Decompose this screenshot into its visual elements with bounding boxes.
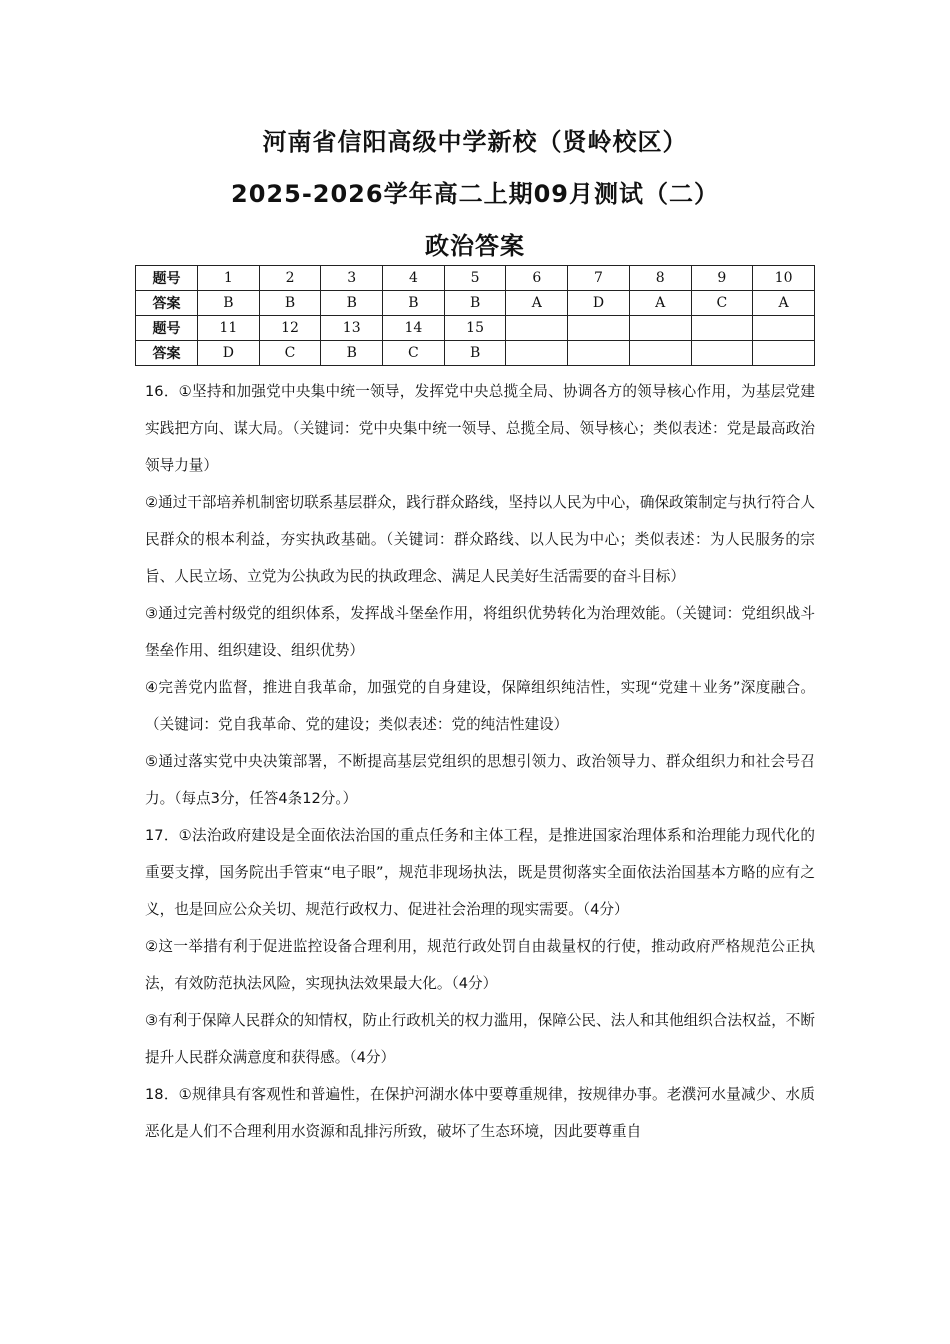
table-cell: B — [444, 291, 506, 316]
table-cell: B — [383, 291, 445, 316]
table-cell: 4 — [383, 266, 445, 291]
answer-paragraph: 17．①法治政府建设是全面依法治国的重点任务和主体工程，是推进国家治理体系和治理能力现代化的重要支撑，国务院出手管束“电子眼”，规范非现场执法，既是贯彻落实全面依法治国基本方略的应有之义，也是回应公众关切、规范行政权力、促进社会治理的现实需要。（4分） — [145, 827, 815, 918]
table-cell: 8 — [629, 266, 691, 291]
answer-paragraph: ③通过完善村级党的组织体系，发挥战斗堡垒作用，将组织优势转化为治理效能。（关键词：党组织战斗堡垒作用、组织建设、组织优势） — [145, 605, 815, 659]
table-row — [136, 316, 815, 341]
table-cell: B — [321, 291, 383, 316]
table-cell: 9 — [691, 266, 753, 291]
table-row — [136, 341, 815, 366]
table-cell: 5 — [444, 266, 506, 291]
table-cell: 1 — [198, 266, 260, 291]
table-cell: D — [198, 341, 260, 366]
table-cell: D — [568, 291, 630, 316]
row-label: 答案 — [136, 291, 198, 316]
table-cell — [629, 316, 691, 341]
table-cell: C — [383, 341, 445, 366]
table-cell: A — [506, 291, 568, 316]
table-cell — [506, 341, 568, 366]
table-cell: 12 — [259, 316, 321, 341]
table-cell: 13 — [321, 316, 383, 341]
table-cell — [753, 341, 815, 366]
table-cell: B — [198, 291, 260, 316]
table-cell — [629, 341, 691, 366]
table-cell: C — [259, 341, 321, 366]
table-cell: 10 — [753, 266, 815, 291]
answer-paragraph: 16．①坚持和加强党中央集中统一领导，发挥党中央总揽全局、协调各方的领导核心作用，为基层党建实践把方向、谋大局。（关键词：党中央集中统一领导、总揽全局、领导核心；类似表述：党是最高政治领导力量） — [145, 383, 815, 474]
row-label: 题号 — [136, 316, 198, 341]
table-cell — [568, 316, 630, 341]
row-label: 题号 — [136, 266, 198, 291]
table-cell: 14 — [383, 316, 445, 341]
table-cell: A — [753, 291, 815, 316]
answer-paragraph: ⑤通过落实党中央决策部署，不断提高基层党组织的思想引领力、政治领导力、群众组织力和社会号召力。（每点3分，任答4条12分。） — [145, 753, 815, 807]
answer-paragraph: ②这一举措有利于促进监控设备合理利用，规范行政处罚自由裁量权的行使，推动政府严格规范公正执法，有效防范执法风险，实现执法效果最大化。（4分） — [145, 938, 815, 992]
table-row — [136, 266, 815, 291]
table-cell: 11 — [198, 316, 260, 341]
table-cell — [506, 316, 568, 341]
answer-paragraph: 18．①规律具有客观性和普遍性，在保护河湖水体中要尊重规律，按规律办事。老濮河水量减少、水质恶化是人们不合理利用水资源和乱排污所致，破坏了生态环境，因此要尊重自 — [145, 1086, 815, 1140]
table-cell — [691, 341, 753, 366]
row-label: 答案 — [136, 341, 198, 366]
table-cell: B — [259, 291, 321, 316]
table-cell — [753, 316, 815, 341]
table-cell — [691, 316, 753, 341]
table-cell: 6 — [506, 266, 568, 291]
school-title: 河南省信阳高级中学新校（贤岭校区） — [262, 128, 688, 156]
exam-title: 2025-2026学年高二上期09月测试（二） — [231, 180, 719, 208]
table-row — [136, 291, 815, 316]
answer-table — [135, 265, 815, 366]
table-cell — [568, 341, 630, 366]
table-cell: B — [444, 341, 506, 366]
subject-title: 政治答案 — [425, 232, 525, 260]
table-cell: C — [691, 291, 753, 316]
table-cell: 2 — [259, 266, 321, 291]
answer-paragraph: ④完善党内监督，推进自我革命，加强党的自身建设，保障组织纯洁性，实现“党建＋业务”深度融合。（关键词：党自我革命、党的建设；类似表述：党的纯洁性建设） — [145, 679, 815, 733]
answer-paragraph: ③有利于保障人民群众的知情权，防止行政机关的权力滥用，保障公民、法人和其他组织合法权益，不断提升人民群众满意度和获得感。（4分） — [145, 1012, 815, 1066]
table-cell: A — [629, 291, 691, 316]
answer-explanations — [145, 373, 815, 1150]
table-cell: 15 — [444, 316, 506, 341]
table-cell: B — [321, 341, 383, 366]
table-cell: 7 — [568, 266, 630, 291]
answer-paragraph: ②通过干部培养机制密切联系基层群众，践行群众路线，坚持以人民为中心，确保政策制定与执行符合人民群众的根本利益，夯实执政基础。（关键词：群众路线、以人民为中心；类似表述：为人民服务的宗旨、人民立场、立党为公执政为民的执政理念、满足人民美好生活需要的奋斗目标） — [145, 494, 815, 585]
table-cell: 3 — [321, 266, 383, 291]
